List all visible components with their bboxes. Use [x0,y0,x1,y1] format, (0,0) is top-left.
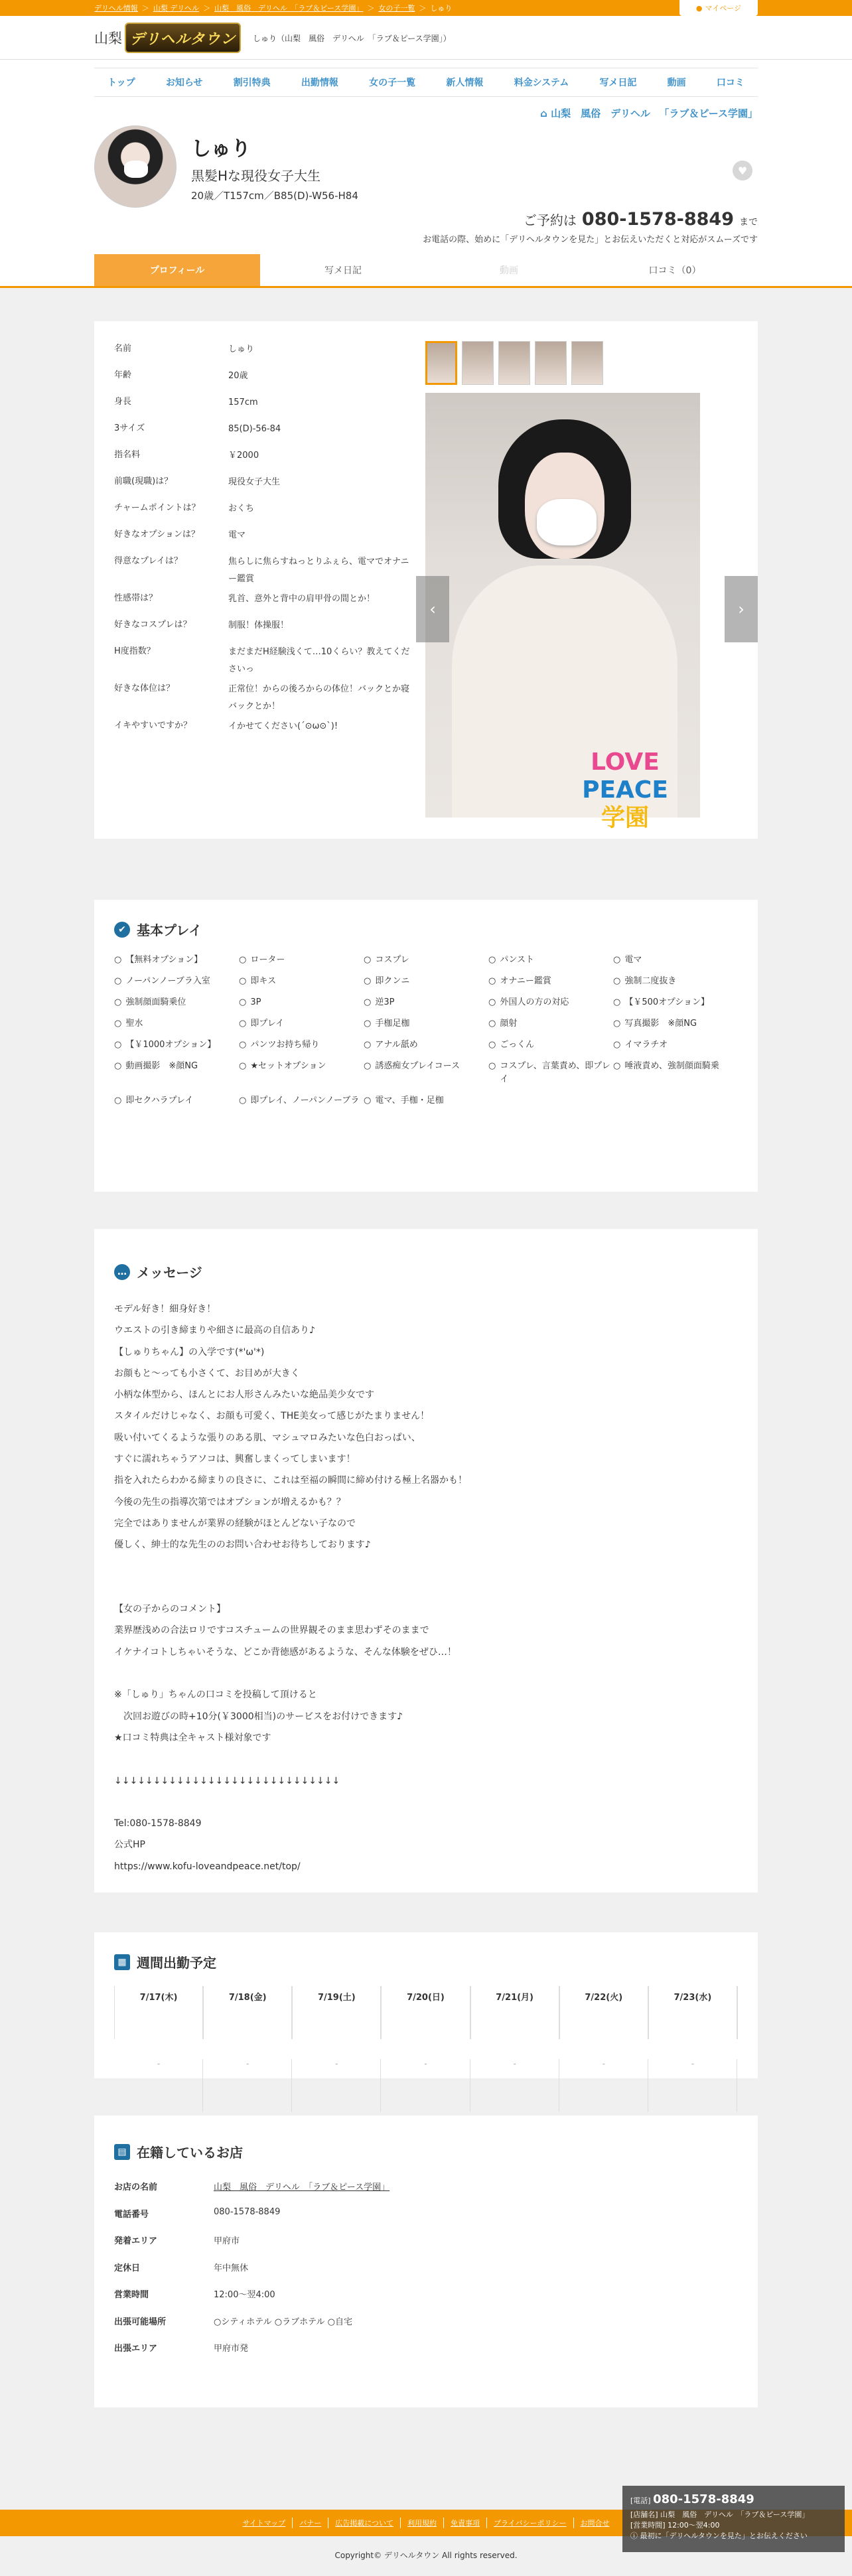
tab-review[interactable]: 口コミ（0） [648,265,701,276]
top-bar [0,0,852,16]
play-item: ○ 唾液責め、強制顔面騎乗 [613,1060,738,1086]
basic-play-card [94,900,758,1192]
store-row [114,2287,738,2315]
circle-icon: ○ [613,1061,621,1071]
profile-value: 20歳 [228,371,248,381]
float-tel[interactable]: 080-1578-8849 [653,2492,754,2506]
photo-thumbnail[interactable] [462,341,494,385]
play-list [114,954,738,1108]
footer-link[interactable]: プライバシーポリシー [486,2518,573,2528]
profile-key: 好きなオプションは？ [114,530,200,539]
circle-icon: ○ [488,1040,496,1050]
circle-icon: ○ [114,1061,122,1071]
schedule-table [114,1986,738,2068]
breadcrumb-current: しゅり [430,4,453,13]
schedule-heading: ▦ 週間出勤予定 [114,1952,738,1971]
footer-link[interactable]: サイトマップ [242,2519,286,2528]
profile-row [114,681,412,718]
play-item: ○ コスプレ、言葉責め、即プレイ [488,1060,613,1086]
profile-value: 157cm [228,397,258,407]
profile-value: しゅり [228,344,255,354]
schedule-status: - [382,2059,470,2112]
photo-thumbnail[interactable] [498,341,530,385]
shop-nav-container [0,60,852,97]
circle-icon: ○ [114,1096,122,1106]
profile-key: 身長 [114,397,132,407]
schedule-status: - [204,2059,292,2112]
breadcrumb-link[interactable]: 山梨 風俗 デリヘル 「ラブ＆ピース学園」 [214,4,364,13]
profile-key: H度指数？ [114,646,155,656]
schedule-status: - [471,2059,559,2112]
store-value: 年中無休 [214,2263,249,2273]
girl-name: しゅり [191,137,251,161]
schedule-day [382,1986,470,2068]
circle-icon: ○ [488,955,496,965]
schedule-day [471,1986,560,2068]
store-heading: ▤ 在籍しているお店 [114,2142,738,2161]
footer-link[interactable]: バナー [292,2518,328,2528]
store-row [114,2315,738,2342]
copyright: Copyright© デリヘルタウン All rights reserved. [334,2551,518,2560]
tab-profile[interactable]: プロフィール [94,254,260,286]
play-item: ○ 顔射 [488,1017,613,1031]
photo-thumbnail[interactable] [535,341,567,385]
avatar [94,125,177,208]
profile-key: 年齢 [114,370,132,380]
schedule-day [649,1986,738,2068]
schedule-date: 7/20(日) [382,1986,470,2039]
chat-bubble-icon: … [114,1264,130,1280]
schedule-status: - [560,2059,648,2112]
profile-row [114,368,412,394]
play-item: ○ コスプレ [364,954,488,967]
nav-newface[interactable]: 新人情報 [446,78,484,88]
play-item: ○ 即セクハラプレイ [114,1094,239,1108]
message-heading: … メッセージ [114,1262,738,1281]
play-item: ○ イマラチオ [613,1038,738,1052]
schedule-date: 7/23(水) [649,1986,737,2039]
profile-key: 前職(現職)は？ [114,476,173,486]
circle-icon: ○ [364,1061,372,1071]
profile-value: 正常位！からの後ろからの体位！バックとか寝バックとか！ [228,684,410,711]
play-item: ○ ノーパンノーブラ入室 [114,975,239,988]
play-item: ○ 3P [239,996,364,1009]
reserve-tel-link[interactable]: 080-1578-8849 [581,209,734,230]
breadcrumb-link[interactable]: 女の子一覧 [378,4,415,13]
circle-icon: ○ [488,1019,496,1029]
header-shop-name: しゅり（山梨 風俗 デリヘル 「ラブ＆ピース学園」） [253,33,451,43]
footer-link[interactable]: 広告掲載について [328,2518,400,2528]
store-value: ○シティホテル ○ラブホテル ○自宅 [214,2317,352,2327]
circle-icon: ○ [239,1040,247,1050]
circle-icon: ○ [488,976,496,986]
play-item: ○ 【￥1000オプション】 [114,1038,239,1052]
message-body: モデル好き！細身好き！ ウエストの引き締まりや細さに最高の自信あり♪ 【しゅりちゃん】の入学です(*'ω'*) お顔もと〜っても小さくて、お目めが大きく 小柄な体型から、ほんとにお人形さんみたいな絶品美少女です スタイルだけじゃなく、お顔も可愛く、THE美女って感じがたまりません！ 吸い付いてくるような張りのある肌、マシュマロみたいな色白おっぱい、 すぐに濡れちゃうアソコは、興奮しまくってしまいます！ 指を入れたらわかる締まりの良さに、これは至福の瞬間に締め付ける極上名器かも！ 今後の先生の指導次第ではオプションが増えるかも？？ 完全ではありませんが業界の経験がほとんどない子なので 優しく、紳士的な先生ののお問い合わせお待ちしております♪ 【女の子からのコメント】 業界歴浅めの合法ロリですコスチュームの世界観そのまま思わずそのままで イケナイコトしちゃいそうな、どこか背徳感があるような、そんな体験をぜひ…！ ※「しゅり」ちゃんの口コミを投稿して頂けると 次回お遊びの時+10分(￥3000相当)のサービスをお付けできます♪ ★口コミ特典は全キャスト様対象です ↓↓↓↓↓↓↓↓↓↓↓↓↓↓↓↓↓↓↓↓↓↓↓↓↓↓↓↓↓ Tel:080-1578-8849 公式HP https://www.kofu-loveandpeace.net/top/ [114,1304,467,1872]
shop-link-prefix: 山梨 風俗 デリヘル [551,107,660,119]
profile-key: 好きな体位は？ [114,683,175,693]
play-item: ○ 強制二度抜き [613,975,738,988]
circle-icon: ○ [364,976,372,986]
girl-spec: 20歳／T157cm／B85(D)-W56-H84 [191,190,358,202]
info-icon: ⓘ [630,2532,638,2540]
nav-news[interactable]: お知らせ [165,78,203,88]
schedule-day [293,1986,382,2068]
breadcrumb: デリヘル情報 ＞ 山梨 デリヘル ＞ 山梨 風俗 デリヘル 「ラブ＆ピース学園」 ＞ 女の子一覧 ＞ しゅり [94,4,453,13]
store-key: 出張可能場所 [114,2317,167,2327]
play-item: ○ 外国人の方の対応 [488,996,613,1009]
schedule-date: 7/18(金) [204,1986,292,2039]
profile-row [114,447,412,474]
site-logo[interactable]: デリヘルタウン [125,23,241,53]
circle-icon: ○ [239,1019,247,1029]
home-icon: ⌂ [540,107,547,119]
float-note: ⓘ 最初に「デリヘルタウンを見た」とお伝えください [630,2532,808,2540]
breadcrumb-link[interactable]: デリヘル情報 [94,4,138,13]
circle-icon: ○ [488,1061,496,1071]
nav-video[interactable]: 動画 [667,78,686,88]
circle-icon: ○ [613,997,621,1007]
store-value: 12:00〜翌4:00 [214,2290,275,2300]
schedule-date: 7/22(火) [560,1986,648,2039]
photo-gallery [425,341,738,831]
profile-row [114,527,412,553]
calendar-icon: ▦ [114,1954,130,1970]
circle-icon: ○ [239,976,247,986]
circle-icon: ○ [364,955,372,965]
footer-link[interactable]: お問合せ [573,2518,616,2528]
tab-underline [0,286,852,288]
play-item: ○ ごっくん [488,1038,613,1052]
store-row [114,2180,738,2207]
mypage-label: マイページ [705,4,742,13]
circle-icon: ○ [613,955,621,965]
nav-top[interactable]: トップ [107,78,135,88]
play-item: ○ 写真撮影 ※顔NG [613,1017,738,1031]
main-photo [425,393,700,831]
floating-call-panel[interactable] [622,2486,845,2552]
shop-link-name: 「ラブ＆ピース学園」 [664,107,758,119]
play-item: ○ 手枷足枷 [364,1017,488,1031]
profile-header [0,97,852,288]
play-item: ○ 逆3P [364,996,488,1009]
store-row [114,2341,738,2368]
play-item: ○ 誘惑痴女プレイコース [364,1060,488,1086]
profile-value: 電マ [228,530,246,540]
profile-value: イかせてください(´⊙ω⊙`)! [228,721,338,731]
play-item: ○ オナニー鑑賞 [488,975,613,988]
play-item: ○ 即キス [239,975,364,988]
profile-key: 3サイズ [114,423,145,433]
play-item: ○ パンツお持ち帰り [239,1038,364,1052]
store-key: 電話番号 [114,2209,149,2220]
profile-row [114,644,412,681]
circle-icon: ○ [364,1019,372,1029]
profile-value: 乳首、意外と背中の肩甲骨の間とか！ [228,594,376,604]
profile-row [114,718,412,745]
profile-key: 性感帯は？ [114,593,158,603]
profile-value: 焦らしに焦らすねっとりふぇら、電マでオナニー鑑賞 [228,557,409,584]
nav-discount[interactable]: 割引特典 [233,78,271,88]
circle-icon: ○ [114,1019,122,1029]
profile-key: イキやすいですか？ [114,721,192,731]
tab-diary[interactable]: 写メ日記 [324,265,362,276]
play-item: ○ 電マ、手枷・足枷 [364,1094,488,1108]
circle-icon: ○ [114,1040,122,1050]
store-value[interactable]: 山梨 風俗 デリヘル 「ラブ＆ピース学園」 [214,2182,390,2192]
circle-icon: ○ [364,1040,372,1050]
schedule-card [94,1932,758,2078]
profile-row [114,394,412,421]
nav-review[interactable]: 口コミ [716,78,745,88]
schedule-day [560,1986,649,2068]
shop-nav [94,68,758,97]
circle-icon: ○ [239,1061,247,1071]
id-card-icon: ▤ [114,2144,130,2160]
circle-icon: ○ [114,997,122,1007]
store-key: 定休日 [114,2263,141,2273]
profile-value: 85(D)-56-84 [228,424,281,434]
call-notice: お電話の際、始めに「デリヘルタウンを見た」とお伝えいただくと対応がスムーズです [423,235,758,245]
play-item: ○ 即プレイ、ノーパンノーブラ [239,1094,364,1108]
play-item: ○ パンスト [488,954,613,967]
play-item: ○ ★セットオプション [239,1060,364,1086]
profile-row [114,500,412,527]
schedule-day [115,1986,204,2068]
profile-value: 現役女子大生 [228,477,281,487]
circle-icon: ○ [613,1019,621,1029]
tab-video: 動画 [500,265,518,276]
reserve-info [94,209,758,245]
basic-play-heading: ✔ 基本プレイ [114,920,738,939]
footer-link[interactable]: 免責事項 [443,2518,486,2528]
schedule-day [204,1986,293,2068]
circle-icon: ○ [488,997,496,1007]
footer-link[interactable]: 利用規約 [400,2518,443,2528]
play-item: ○ ローター [239,954,364,967]
circle-icon: ○ [114,976,122,986]
profile-card [94,321,758,839]
store-value: 080-1578-8849 [214,2206,281,2217]
prev-photo-button[interactable]: ‹ [416,576,449,642]
float-hours: [営業時間] 12:00〜翌4:00 [630,2521,720,2530]
store-value: 甲府市 [214,2236,240,2246]
shop-link[interactable] [94,97,758,125]
profile-value: おくち [228,504,255,514]
schedule-status: - [115,2059,203,2112]
schedule-date: 7/17(木) [115,1986,203,2039]
profile-row [114,421,412,447]
profile-value: 制服！体操服！ [228,620,289,630]
play-item: ○ 即クンニ [364,975,488,988]
next-photo-button[interactable]: › [725,576,758,642]
store-key: 出張エリア [114,2344,158,2354]
play-item: ○ 【￥500オプション】 [613,996,738,1009]
thumbnail-strip [425,341,738,385]
profile-key: 指名料 [114,450,141,460]
circle-icon: ○ [364,997,372,1007]
photo-thumbnail[interactable] [425,341,457,385]
site-header [0,16,852,60]
circle-icon: ○ [239,1096,247,1106]
play-item: ○ 強制顔面騎乗位 [114,996,239,1009]
store-key: 営業時間 [114,2290,149,2300]
profile-row [114,617,412,644]
circle-icon: ○ [613,1040,621,1050]
play-item: ○ 聖水 [114,1017,239,1031]
circle-icon: ○ [613,976,621,986]
play-item: ○ 【無料オプション】 [114,954,239,967]
play-item: ○ アナル舐め [364,1038,488,1052]
schedule-status: - [649,2059,737,2112]
reserve-prefix: ご予約は [523,212,577,228]
circle-icon: ○ [364,1096,372,1106]
profile-value: ￥2000 [228,451,259,461]
nav-schedule[interactable]: 出勤情報 [301,78,338,88]
profile-tabs [94,254,758,286]
schedule-date: 7/21(月) [471,1986,559,2039]
store-key: お店の名前 [114,2182,158,2192]
photo-thumbnail[interactable] [571,341,603,385]
profile-row [114,474,412,500]
profile-key: チャームポイントは？ [114,503,200,513]
mypage-button[interactable] [679,0,758,16]
shop-logo-watermark: LOVE PEACE 学園 [582,749,668,831]
store-row [114,2234,738,2261]
nav-girls[interactable]: 女の子一覧 [369,78,416,88]
message-card [94,1229,758,1893]
reserve-suffix: まで [739,217,758,228]
breadcrumb-link[interactable]: 山梨 デリヘル [153,4,200,13]
profile-key: 名前 [114,344,132,354]
user-icon: ● [695,3,703,13]
schedule-status: - [293,2059,381,2112]
check-icon: ✔ [114,922,130,938]
profile-value: まだまだH経験浅くて…10くらい？教えてくださいっ [228,647,410,674]
profile-row [114,341,412,368]
store-value: 甲府市発 [214,2344,249,2354]
profile-key: 得意なプレイは？ [114,556,182,566]
schedule-date: 7/19(土) [293,1986,381,2039]
play-item: ○ 動画撮影 ※顔NG [114,1060,239,1086]
profile-row [114,553,412,591]
play-item: ○ 電マ [613,954,738,967]
favorite-heart-icon[interactable]: ♥ [733,161,752,180]
profile-row [114,591,412,617]
circle-icon: ○ [114,955,122,965]
nav-diary[interactable]: 写メ日記 [599,78,637,88]
store-card [94,2115,758,2407]
store-key: 発着エリア [114,2236,158,2246]
float-label: [電話] [630,2496,651,2505]
girl-catchphrase: 黒髪Hな現役女子大生 [191,168,321,184]
float-shop: [店舗名] 山梨 風俗 デリヘル 「ラブ＆ピース学園」 [630,2510,810,2519]
store-row [114,2207,738,2234]
circle-icon: ○ [239,955,247,965]
region-label: 山梨 [94,31,122,46]
profile-key: 好きなコスプレは？ [114,620,192,630]
circle-icon: ○ [239,997,247,1007]
profile-table [114,341,412,819]
nav-price[interactable]: 料金システム [514,78,569,88]
store-row [114,2261,738,2288]
store-table [114,2180,738,2368]
play-item: ○ 即プレイ [239,1017,364,1031]
